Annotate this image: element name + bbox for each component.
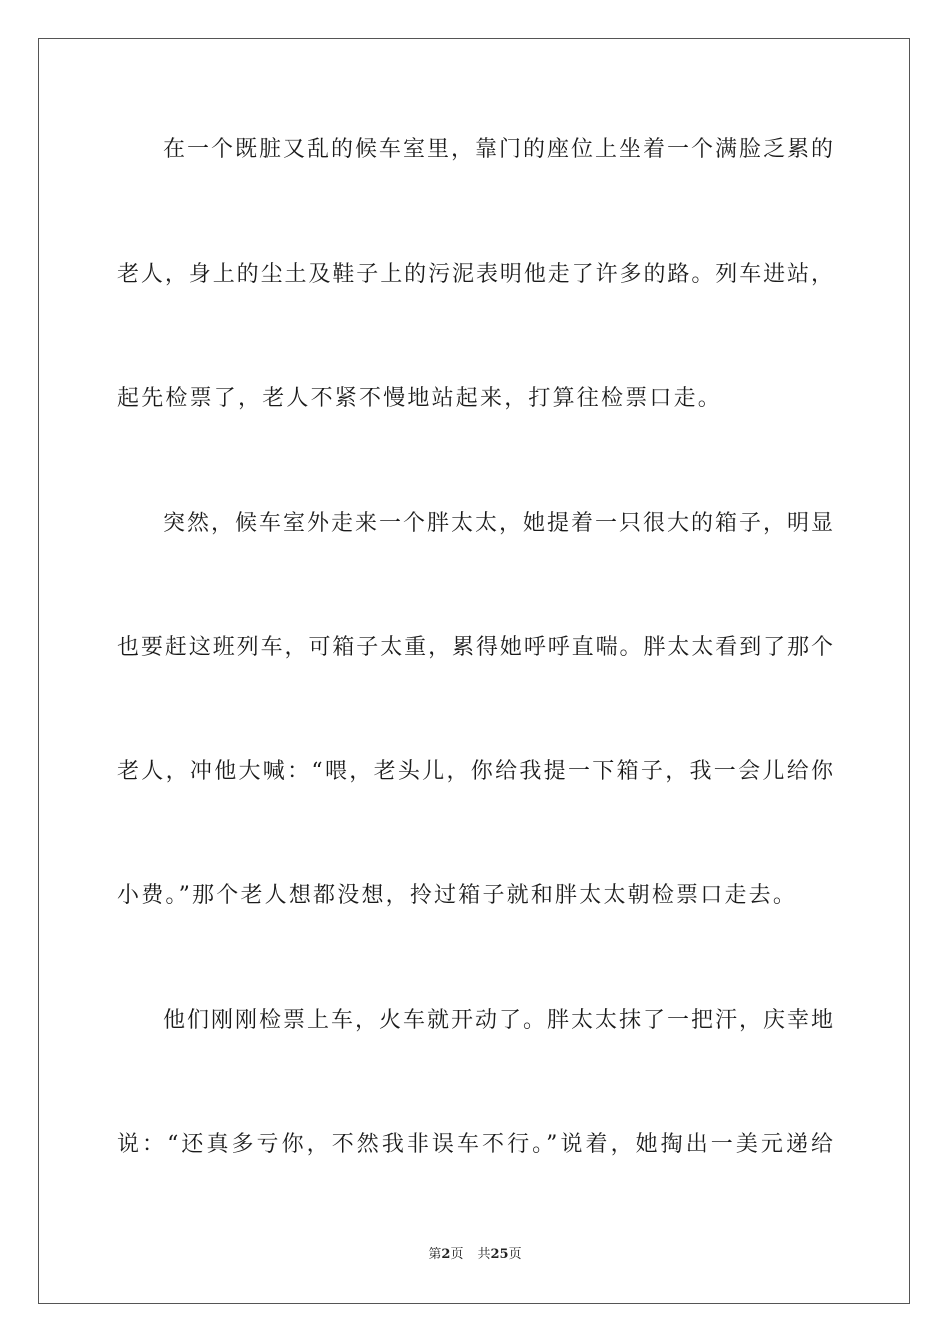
text-line-6: 老人，冲他大喊：“喂，老头儿，你给我提一下箱子，我一会儿给你 xyxy=(117,759,833,784)
text-line-8: 他们刚刚检票上车，火车就开动了。胖太太抹了一把汗，庆幸地 xyxy=(163,1008,833,1033)
text-line-7: 小费。”那个老人想都没想，拎过箱子就和胖太太朝检票口走去。 xyxy=(117,883,798,908)
total-pages: 25 xyxy=(490,1247,509,1262)
text-line-1: 在一个既脏又乱的候车室里，靠门的座位上坐着一个满脸乏累的 xyxy=(163,137,833,162)
page-number: 2 xyxy=(441,1247,451,1262)
page-footer xyxy=(0,1246,950,1264)
text-line-3: 起先检票了，老人不紧不慢地站起来，打算往检票口走。 xyxy=(117,386,723,411)
text-line-4: 突然，候车室外走来一个胖太太，她提着一只很大的箱子，明显 xyxy=(163,511,833,536)
page-border xyxy=(38,38,910,1304)
page-prefix: 第 xyxy=(428,1247,442,1262)
total-prefix: 共 xyxy=(477,1247,491,1262)
text-line-5: 也要赶这班列车，可箱子太重，累得她呼呼直喘。胖太太看到了那个 xyxy=(117,635,833,660)
text-line-9: 说：“还真多亏你，不然我非误车不行。”说着，她掏出一美元递给 xyxy=(117,1132,833,1157)
total-suffix: 页 xyxy=(508,1247,522,1262)
text-line-2: 老人，身上的尘土及鞋子上的污泥表明他走了许多的路。列车进站， xyxy=(117,262,833,287)
page-suffix: 页 xyxy=(450,1247,464,1262)
